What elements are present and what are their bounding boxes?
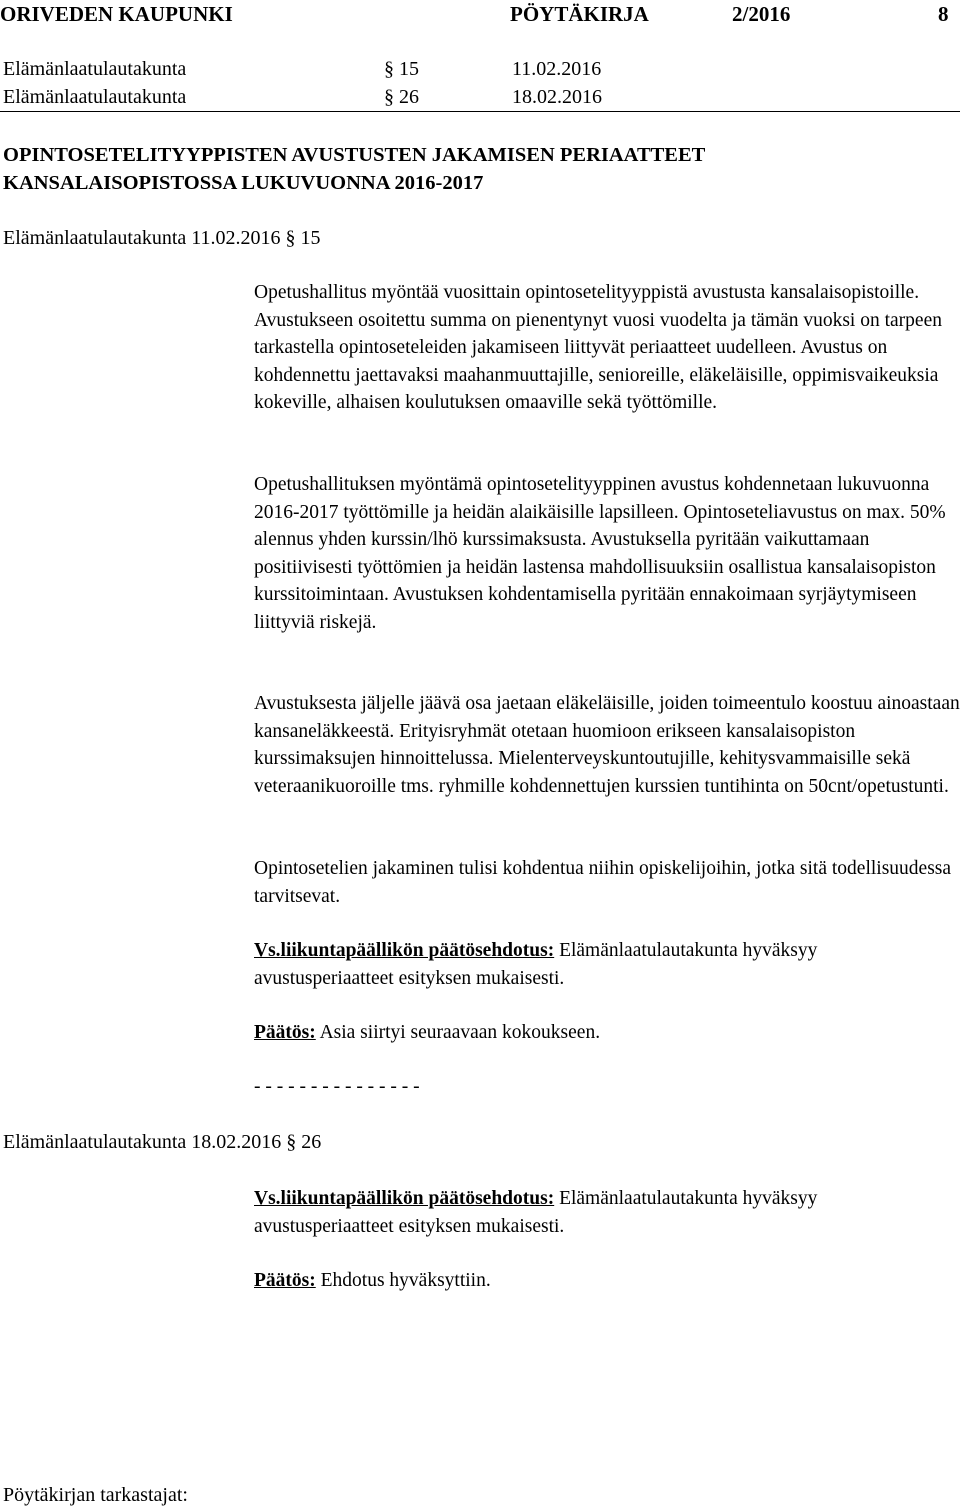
meeting-1-decision xyxy=(254,1019,960,1047)
agenda-title-line-2: KANSALAISOPISTOSSA LUKUVUONNA 2016-2017 xyxy=(3,172,484,194)
doc-number: 2/2016 xyxy=(732,2,791,26)
proposal-text: Elämänlaatulautakunta hyväksyy avustusperiaatteet esityksen mukaisesti. xyxy=(254,1188,818,1237)
meta-section-2: § 26 xyxy=(384,86,419,108)
meta-section-1: § 15 xyxy=(384,58,419,80)
meeting-2-proposal xyxy=(254,1185,960,1240)
meeting-1-para-1: Opetushallitus myöntää vuosittain opintosetelityyppistä avustusta kansalaisopistoille. Avustukseen osoitettu summa on pienentynyt vuosi vuodelta ja tämän vuoksi on tarpeen tarkastella opintoseteleiden jakamiseen liittyvät periaatteet uudelleen. Avustus on kohdennettu jaettavaksi maahanmuuttajille, senioreille, eläkeläisille, oppimisvaikeuksia kokeville, alhaisen koulutuksen omaaville sekä työttömille. xyxy=(254,282,942,413)
meta-committee-2: Elämänlaatulautakunta xyxy=(3,86,187,108)
page-number: 8 xyxy=(938,2,949,26)
header-divider xyxy=(0,111,960,112)
meeting-1-para-4: Opintosetelien jakaminen tulisi kohdentua niihin opiskelijoihin, jotka sitä todellisuudessa tarvitsevat. xyxy=(254,858,952,907)
org-name: ORIVEDEN KAUPUNKI xyxy=(0,2,233,26)
decision-text: Asia siirtyi seuraavaan kokoukseen. xyxy=(319,1022,601,1043)
proposal-label: Vs.liikuntapäällikön päätösehdotus: xyxy=(254,940,555,961)
meeting-1-para-2: Opetushallituksen myöntämä opintosetelityyppinen avustus kohdennetaan lukuvuonna 2016-2017 työttömille ja heidän alaikäisille lapsilleen. Opintoseteliavustus on max. 50% alennus yhden kurssin/lhö kurssimaksusta. Avustuksella pyritään vaikuttamaan positiivisesti työttömien ja heidän lastensa mahdollisuuksiin osallistua kansalaisopiston kurssitoimintaan. Avustuksen kohdentamisella pyritään ennakoimaan syrjäytymiseen liittyviä riskejä. xyxy=(254,474,946,633)
footer-label: Pöytäkirjan tarkastajat: xyxy=(3,1484,188,1506)
decision-label: Päätös: xyxy=(254,1022,316,1043)
meeting-2-decision xyxy=(254,1267,960,1295)
proposal-text: Elämänlaatulautakunta hyväksyy avustusperiaatteet esityksen mukaisesti. xyxy=(254,940,818,989)
doc-type: PÖYTÄKIRJA xyxy=(510,2,649,26)
meta-committee-1: Elämänlaatulautakunta xyxy=(3,58,187,80)
meeting-1-proposal xyxy=(254,937,960,992)
decision-text: Ehdotus hyväksyttiin. xyxy=(320,1270,491,1291)
meeting-1-heading: Elämänlaatulautakunta 11.02.2016 § 15 xyxy=(3,227,321,249)
meeting-1-para-3: Avustuksesta jäljelle jäävä osa jaetaan eläkeläisille, joiden toimeentulo koostuu ainoastaan kansaneläkkeestä. Erityisryhmät otetaan huomioon erikseen kansalaisopiston kurssimaksujen hinnoittelussa. Mielenterveyskuntoutujille, kehitysvammaisille sekä veteraanikuoroille tms. ryhmille kohdennettujen kurssien tuntihinta on 50cnt/opetustunti. xyxy=(254,693,960,797)
section-separator: - - - - - - - - - - - - - - - xyxy=(254,1076,420,1097)
agenda-title-line-1: OPINTOSETELITYYPPISTEN AVUSTUSTEN JAKAMISEN PERIAATTEET xyxy=(3,144,706,166)
proposal-label: Vs.liikuntapäällikön päätösehdotus: xyxy=(254,1188,555,1209)
decision-label: Päätös: xyxy=(254,1270,316,1291)
meta-date-1: 11.02.2016 xyxy=(512,58,602,80)
meta-date-2: 18.02.2016 xyxy=(512,86,602,108)
meeting-2-heading: Elämänlaatulautakunta 18.02.2016 § 26 xyxy=(3,1131,322,1153)
